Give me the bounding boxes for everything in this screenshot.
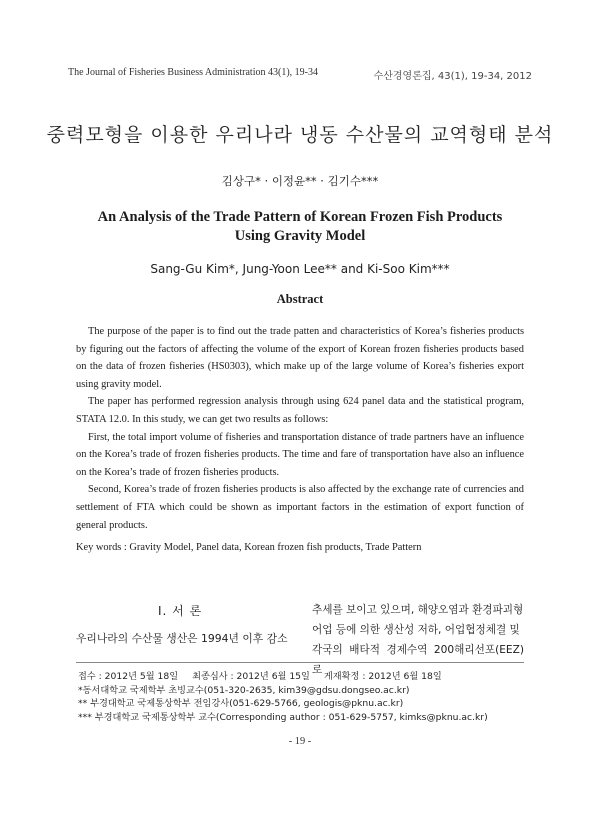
authors-english: Sang-Gu Kim*, Jung-Yoon Lee** and Ki-Soo Kim*** bbox=[150, 262, 450, 276]
footnote-author-2: ** 부경대학교 국제통상학부 전임강사(051-629-5766, geologis@pknu.ac.kr) bbox=[78, 698, 404, 709]
page-number: - 19 - bbox=[288, 736, 312, 747]
footnote-divider bbox=[76, 662, 524, 663]
abstract-heading: Abstract bbox=[276, 292, 324, 306]
reviewed-date: 최종심사 : 2012년 6월 15일 bbox=[192, 671, 310, 682]
keywords: Key words : Gravity Model, Panel data, Korean frozen fish products, Trade Pattern bbox=[76, 542, 422, 553]
paper-title-english-line1: An Analysis of the Trade Pattern of Korean Frozen Fish Products bbox=[97, 209, 503, 225]
abstract-body bbox=[76, 323, 524, 534]
abstract-paragraph: The purpose of the paper is to find out the trade patten and characteristics of Korea’s fisheries products by figuring out the factors of affecting the volume of the export of Korean frozen fisheries products based on the data of frozen fisheries (HS0303), which make up of the large volume of Korea’s fisheries export using gravity model. bbox=[76, 326, 524, 390]
body-text-right-column bbox=[312, 600, 524, 680]
footnote-author-1: *동서대학교 국제학부 초빙교수(051-320-2635, kim39@gdsu.dongseo.ac.kr) bbox=[78, 684, 410, 696]
footnote-dates bbox=[78, 670, 488, 684]
footnote-author-3: *** 부경대학교 국제통상학부 교수(Corresponding author : 051-629-5757, kimks@pknu.ac.kr) bbox=[78, 711, 488, 723]
received-date: 접수 : 2012년 5월 18일 bbox=[78, 671, 179, 682]
paper-title-english-line2: Using Gravity Model bbox=[234, 228, 366, 244]
body-text-left-column: 우리나라의 수산물 생산은 1994년 이후 감소 bbox=[76, 632, 288, 645]
paper-title-korean: 중력모형을 이용한 우리나라 냉동 수산물의 교역형태 분석 bbox=[46, 124, 554, 146]
body-text-line: 어업 등에 의한 생산성 저하, 어업협정체결 및 bbox=[312, 624, 520, 636]
journal-header-korean: 수산경영론집, 43(1), 19-34, 2012 bbox=[373, 71, 532, 82]
abstract-paragraph: First, the total import volume of fisheries and transportation distance of trade partners have an influence on the Korea’s trade of frozen fisheries products. The time and fare of transportation have also an influence on the Korea’s trade of frozen fisheries products. bbox=[76, 431, 524, 478]
body-text-line: 각국의 배타적 경제수역 200해리선포(EEZ)로 bbox=[312, 644, 524, 676]
accepted-date: 게재확정 : 2012년 6월 18일 bbox=[323, 671, 442, 682]
body-text-line: 추세를 보이고 있으며, 해양오염과 환경파괴형 bbox=[312, 604, 524, 616]
authors-korean: 김상구* · 이정윤** · 김기수*** bbox=[221, 174, 379, 188]
section-heading-introduction: Ⅰ. 서 론 bbox=[158, 604, 203, 618]
abstract-paragraph: The paper has performed regression analysis through using 624 panel data and the statistical program, STATA 12.0. In this study, we can get two results as follows: bbox=[76, 396, 524, 425]
paper-title-english bbox=[0, 208, 600, 246]
footnotes bbox=[78, 670, 488, 724]
journal-header-english: The Journal of Fisheries Business Administration 43(1), 19-34 bbox=[68, 67, 318, 78]
abstract-paragraph: Second, Korea’s trade of frozen fisheries products is also affected by the exchange rate of currencies and settlement of FTA which could be shown as important factors in the estimation of export function of general products. bbox=[76, 484, 524, 531]
